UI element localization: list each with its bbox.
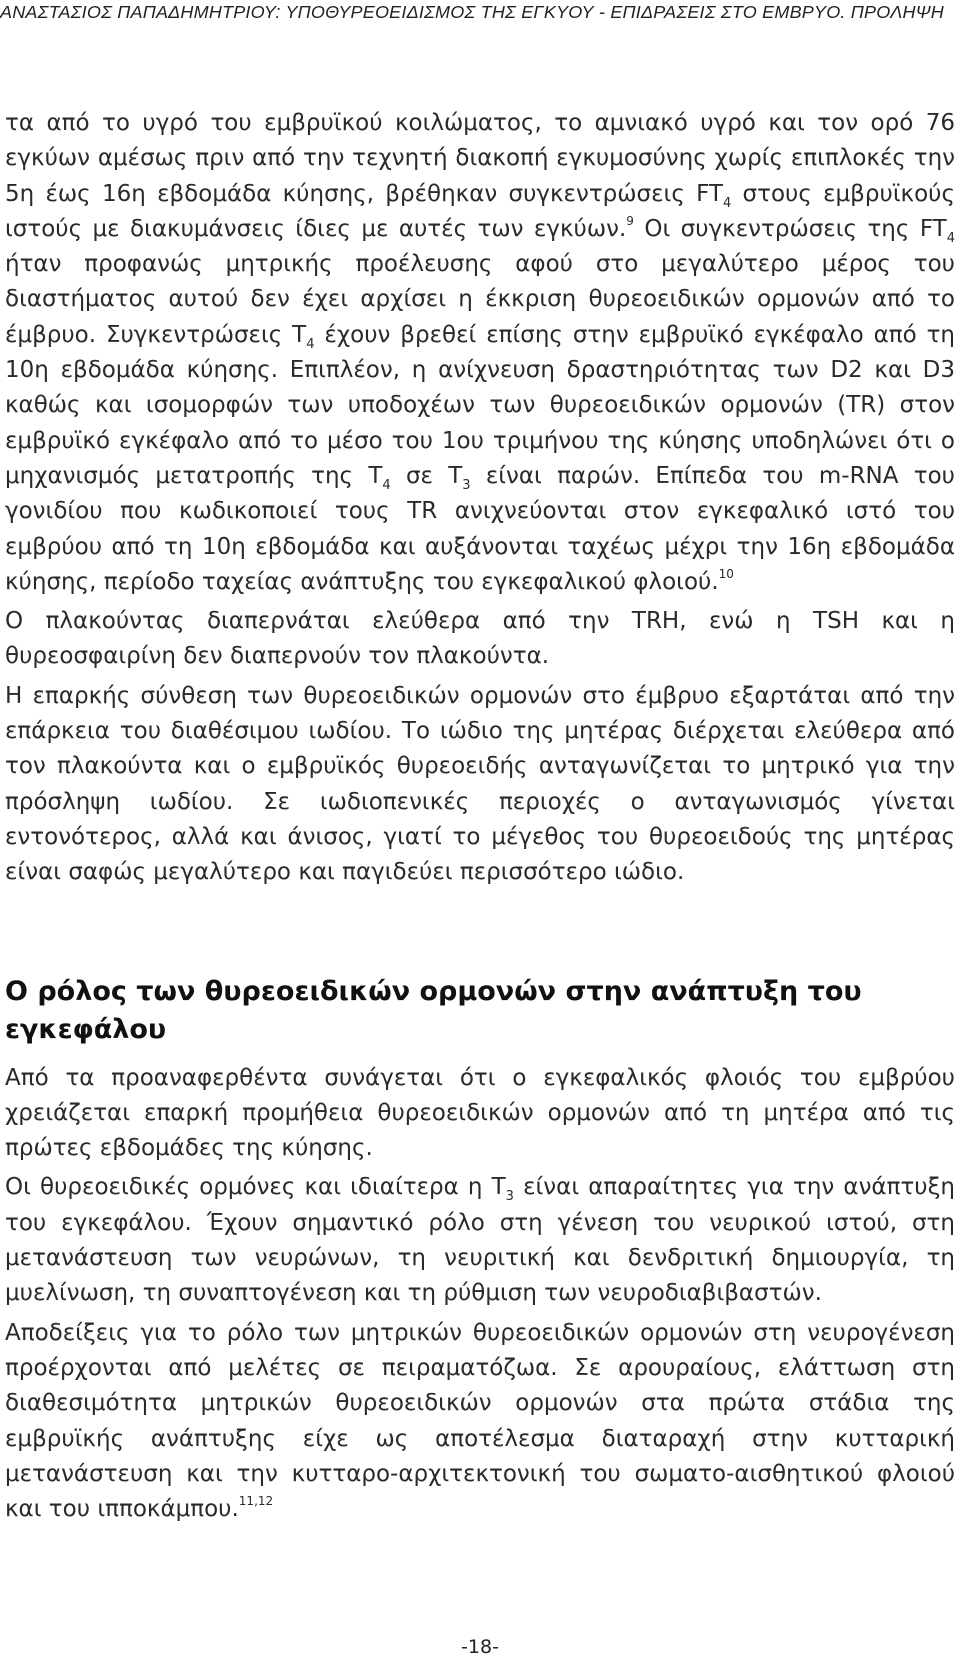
running-header: ΑΝΑΣΤΑΣΙΟΣ ΠΑΠΑΔΗΜΗΤΡΙΟΥ: ΥΠΟΘΥΡΕΟΕΙΔΙΣΜΟΣ ΤΗΣ ΕΓΚΥΟΥ - ΕΠΙΔΡΑΣΕΙΣ ΣΤΟ ΕΜΒΡΥΟ. ΠΡΟΛΗΨΗ — [0, 2, 945, 22]
subscript-index: 3 — [462, 477, 471, 493]
paragraph-iodine: Η επαρκής σύνθεση των θυρεοειδικών ορμονών στο έμβρυο εξαρτάται από την επάρκεια του διαθέσιμου ιωδίου. Το ιώδιο της μητέρας διέρχεται ελεύθερα από τον πλακούντα και ο εμβρυϊκός θυρεοειδής ανταγωνίζεται το μητρικό για την πρόσληψη ιωδίου. Σε ιωδιοπενικές περιοχές ο ανταγωνισμός γίνεται εντονότερος, αλλά και άνισος, γιατί το μέγεθος του θυρεοειδούς της μητέρας είναι σαφώς μεγαλύτερο και παγιδεύει περισσότερο ιώδιο. — [5, 682, 955, 886]
text-run: έχουν βρεθεί επίσης στην εμβρυϊκό εγκέφαλο από τη 10η εβδομάδα κύησης. Επιπλέον, η ανίχνευση δραστηριότητας των D2 και D3 καθώς και ισομορφών των υποδοχέων των θυρεοειδικών ορμονών (TR) στον εμβρυϊκό εγκέφαλο από το μέσο του 1ου τριμήνου της κύησης υποδηλώνει ότι ο μηχανισμός μετατροπής της Τ — [5, 321, 955, 489]
page-number: -18- — [461, 1636, 499, 1658]
text-run: Οι συγκεντρώσεις της FT — [633, 215, 947, 242]
article-body — [5, 106, 955, 1531]
text-run: είναι παρών. Επίπεδα του m-RNA του γονιδίου που κωδικοποιεί τους TR ανιχνεύονται στον εγκεφαλικό ιστό του εμβρύου από τη 10η εβδομάδα και αυξάνονται ταχέως μέχρι την 16η εβδομάδα κύησης, περίοδο ταχείας ανάπτυξης του εγκεφαλικού φλοιού. — [5, 462, 955, 595]
subscript-index: 4 — [306, 336, 315, 352]
subscript-index: 4 — [946, 230, 955, 246]
subscript-index: 4 — [382, 477, 391, 493]
paragraph-fetal-t4 — [5, 106, 955, 600]
text-run: είναι απαραίτητες για την ανάπτυξη του εγκεφάλου. Έχουν σημαντικό ρόλο στη γένεση του νευρικού ιστού, στη μετανάστευση των νευρώνων, τη νευριτική και δενδριτική δημιουργία, τη μυελίνωση, τη συναπτογένεση και τη ρύθμιση των νευροδιαβιβαστών. — [5, 1174, 955, 1307]
text-run: ήταν προφανώς μητρικής προέλευσης αφού στο μεγαλύτερο μέρος του διαστήματος αυτού δεν έχει αρχίσει η έκκριση θυρεοειδικών ορμονών από το έμβρυο. Συγκεντρώσεις Τ — [5, 251, 955, 348]
citation-ref: 11,12 — [238, 1494, 274, 1509]
text-run: Οι θυρεοειδικές ορμόνες και ιδιαίτερα η Τ — [5, 1174, 506, 1201]
paragraph-animal-studies — [5, 1316, 955, 1528]
paragraph-t3-role — [5, 1170, 955, 1311]
subscript-index: 3 — [505, 1189, 514, 1205]
text-run: στους εμβρυϊκούς ιστούς με διακυμάνσεις ίδιες με αυτές των εγκύων. — [5, 180, 955, 242]
text-run: τα από το υγρό του εμβρυϊκού κοιλώματος, το αμνιακό υγρό και τον ορό 76 εγκύων αμέσως πριν από την τεχνητή διακοπή εγκυμοσύνης χωρίς επιπλοκές την 5η έως 16η εβδομάδα κύησης, βρέθηκαν συγκεντρώσεις FT — [5, 110, 955, 207]
citation-ref: 10 — [718, 566, 734, 581]
subscript-index: 4 — [722, 195, 732, 211]
paragraph-cortex: Από τα προαναφερθέντα συνάγεται ότι ο εγκεφαλικός φλοιός του εμβρύου χρειάζεται επαρκή προμήθεια θυρεοειδικών ορμονών από τη μητέρα από τις πρώτες εβδομάδες της κύησης. — [5, 1064, 955, 1162]
text-run: σε Τ — [390, 462, 463, 489]
text-run: Αποδείξεις για το ρόλο των μητρικών θυρεοειδικών ορμονών στη νευρογένεση προέρχονται από μελέτες σε πειραματόζωα. Σε αρουραίους, ελάττωση στη διαθεσιμότητα μητρικών θυρεοειδικών ορμονών στα πρώτα στάδια της εμβρυϊκής ανάπτυξης είχε ως αποτέλεσμα διαταραχή στην κυτταρική μετανάστευση και την κυτταρο-αρχιτεκτονική του σωματο-αισθητικού φλοιού και του ιπποκάμπου. — [5, 1319, 955, 1523]
paragraph-placenta: Ο πλακούντας διαπερνάται ελεύθερα από την TRH, ενώ η TSH και η θυρεοσφαιρίνη δεν διαπερνούν τον πλακούντα. — [5, 608, 955, 670]
citation-ref: 9 — [626, 213, 634, 228]
section-heading: Ο ρόλος των θυρεοειδικών ορμονών στην ανάπτυξη του εγκεφάλου — [5, 975, 862, 1045]
